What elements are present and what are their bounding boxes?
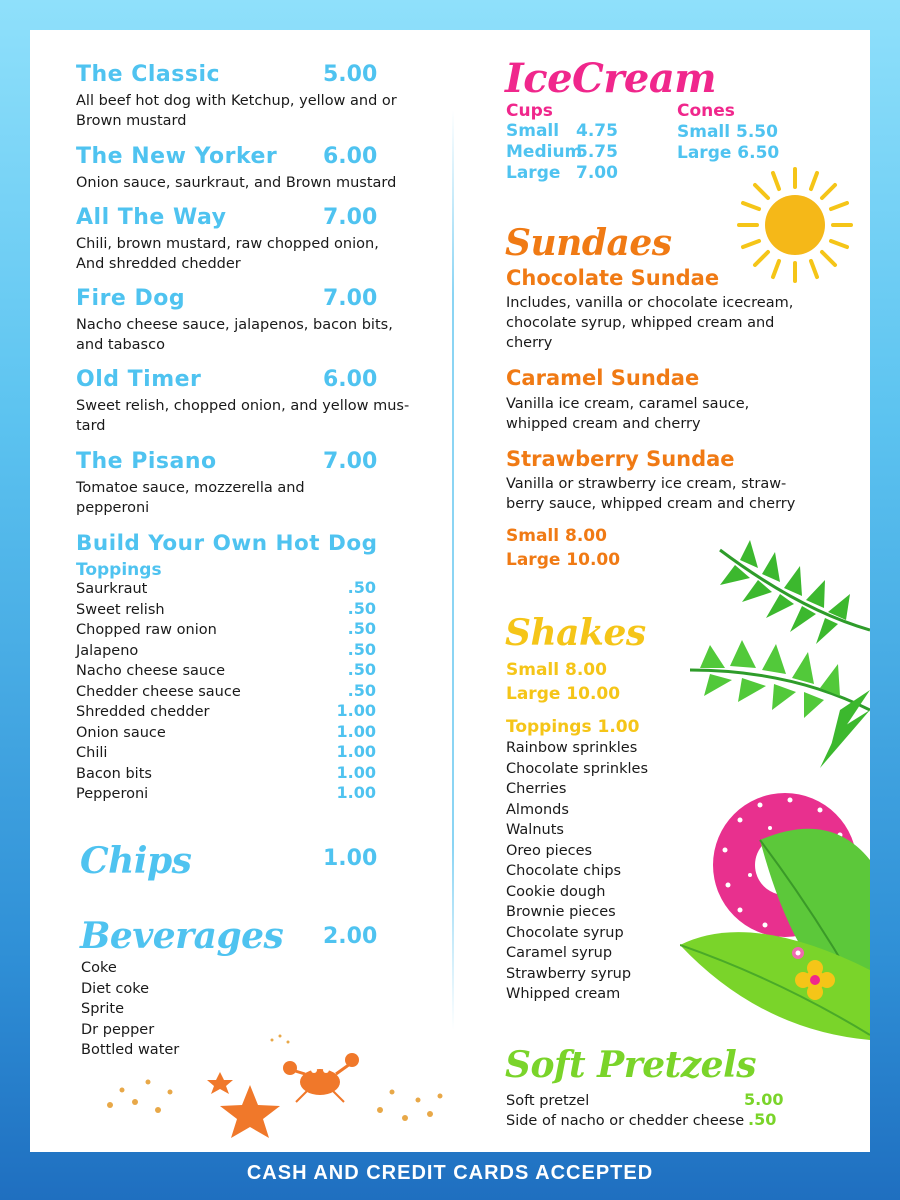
crab-icon bbox=[283, 1053, 359, 1102]
list-item-price: 1.00 bbox=[336, 742, 376, 761]
cups-label: Cups bbox=[506, 101, 553, 121]
list-item bbox=[506, 163, 666, 184]
list-item-price: .50 bbox=[347, 680, 376, 700]
item-description: Sweet relish, chopped onion, and yellow mus- bbox=[76, 398, 410, 414]
list-item: Sprite bbox=[81, 1001, 125, 1017]
item-price: 7.00 bbox=[323, 286, 378, 311]
item-description: pepperoni bbox=[76, 500, 150, 516]
size-label: Small bbox=[506, 121, 560, 141]
starfish-icon bbox=[207, 1072, 280, 1138]
beach-decoration bbox=[100, 1030, 450, 1140]
section-title: Sundaes bbox=[505, 222, 672, 264]
item-description: tard bbox=[76, 418, 106, 434]
size-price: Large 10.00 bbox=[506, 684, 621, 704]
list-item: Jalapeno bbox=[76, 642, 139, 659]
item-name: Side of nacho or chedder cheese bbox=[506, 1113, 745, 1129]
list-item: Almonds bbox=[506, 801, 569, 818]
section-title: Shakes bbox=[505, 612, 646, 654]
toppings-label: Toppings bbox=[76, 560, 162, 580]
item-description: chocolate syrup, whipped cream and bbox=[506, 315, 775, 331]
item-price: 7.00 bbox=[323, 449, 378, 474]
size-price: 5.75 bbox=[576, 142, 618, 162]
item-name: The Pisano bbox=[76, 449, 217, 474]
list-item: Large 6.50 bbox=[677, 143, 780, 163]
item-description: Onion sauce, saurkraut, and Brown mustard bbox=[76, 175, 397, 191]
item-price: 1.00 bbox=[323, 846, 378, 871]
item-price: .50 bbox=[748, 1110, 777, 1129]
list-item: Nacho cheese sauce bbox=[76, 663, 225, 679]
list-item: Chocolate chips bbox=[506, 863, 622, 879]
item-name: Soft pretzel bbox=[506, 1093, 590, 1109]
section-title: IceCream bbox=[505, 55, 717, 102]
item-description: and tabasco bbox=[76, 337, 165, 353]
item-description: And shredded chedder bbox=[76, 256, 241, 272]
size-label: Medium bbox=[506, 142, 583, 162]
item-description: All beef hot dog with Ketchup, yellow and or bbox=[76, 93, 397, 109]
list-item: Saurkraut bbox=[76, 581, 148, 597]
list-item: Chopped raw onion bbox=[76, 622, 217, 638]
list-item: Sweet relish bbox=[76, 601, 165, 618]
palm-leaf-icon bbox=[680, 540, 870, 770]
list-item-price: 1.00 bbox=[336, 783, 376, 802]
float-ring-icon bbox=[680, 770, 870, 1050]
toppings-list bbox=[506, 740, 648, 1007]
size-price: Large 10.00 bbox=[506, 550, 621, 570]
cones-list bbox=[677, 122, 779, 164]
list-item-price: 1.00 bbox=[336, 721, 376, 741]
list-item: Dr pepper bbox=[81, 1021, 155, 1038]
list-item-price: .50 bbox=[347, 639, 376, 659]
list-item bbox=[506, 121, 666, 142]
item-name: All The Way bbox=[76, 205, 227, 230]
list-item-price: .50 bbox=[347, 598, 376, 618]
item-description: Nacho cheese sauce, jalapenos, bacon bits, bbox=[76, 317, 393, 333]
item-description: berry sauce, whipped cream and cherry bbox=[506, 496, 796, 512]
payment-footer: CASH AND CREDIT CARDS ACCEPTED bbox=[246, 1162, 654, 1184]
section-title: Soft Pretzels bbox=[505, 1044, 757, 1086]
list-item: Walnuts bbox=[506, 822, 564, 838]
toppings-prices bbox=[318, 578, 376, 804]
item-description: Brown mustard bbox=[76, 113, 187, 129]
list-item: Brownie pieces bbox=[506, 904, 616, 920]
item-price: 6.00 bbox=[323, 144, 378, 169]
list-item: Chedder cheese sauce bbox=[76, 683, 241, 700]
list-item: Strawberry syrup bbox=[506, 965, 632, 982]
list-item: Pepperoni bbox=[76, 786, 149, 802]
list-item: Oreo pieces bbox=[506, 842, 593, 859]
list-item: Rainbow sprinkles bbox=[506, 740, 638, 756]
list-item: Caramel syrup bbox=[506, 945, 613, 961]
list-item-price: .50 bbox=[347, 619, 376, 638]
item-price: 7.00 bbox=[323, 205, 378, 230]
list-item: Coke bbox=[81, 960, 117, 976]
item-price: 5.00 bbox=[323, 62, 378, 87]
cups-list bbox=[506, 121, 666, 184]
list-item: Chili bbox=[76, 745, 108, 761]
sun-icon bbox=[735, 165, 855, 285]
list-item: Onion sauce bbox=[76, 724, 166, 741]
list-item: Bottled water bbox=[81, 1042, 180, 1058]
list-item bbox=[506, 142, 666, 163]
item-price: 5.00 bbox=[744, 1090, 784, 1109]
list-item-price: 1.00 bbox=[336, 762, 376, 782]
toppings-label: Toppings 1.00 bbox=[506, 717, 640, 737]
list-item-price: .50 bbox=[347, 660, 376, 679]
list-item: Diet coke bbox=[81, 980, 150, 997]
item-name: The Classic bbox=[76, 62, 221, 87]
list-item: Cherries bbox=[506, 781, 567, 797]
item-name: The New Yorker bbox=[76, 144, 278, 169]
item-description: Tomatoe sauce, mozzerella and bbox=[76, 480, 305, 496]
list-item: Shredded chedder bbox=[76, 704, 210, 720]
item-description: Vanilla or strawberry ice cream, straw- bbox=[506, 476, 787, 492]
list-item: Chocolate syrup bbox=[506, 924, 624, 941]
item-name: Strawberry Sundae bbox=[506, 447, 735, 471]
item-description: whipped cream and cherry bbox=[506, 416, 701, 432]
cones-label: Cones bbox=[677, 101, 735, 121]
item-description: Chili, brown mustard, raw chopped onion, bbox=[76, 236, 379, 252]
item-name: Fire Dog bbox=[76, 286, 186, 311]
section-title: Chips bbox=[80, 840, 192, 882]
size-price: Small 8.00 bbox=[506, 660, 607, 680]
list-item: Whipped cream bbox=[506, 986, 621, 1002]
item-name: Caramel Sundae bbox=[506, 366, 700, 390]
item-name: Chocolate Sundae bbox=[506, 266, 720, 290]
size-price: 7.00 bbox=[576, 163, 618, 183]
column-divider bbox=[452, 110, 454, 1030]
item-description: Vanilla ice cream, caramel sauce, bbox=[506, 396, 750, 412]
item-description: cherry bbox=[506, 335, 553, 351]
section-title: Build Your Own Hot Dog bbox=[76, 531, 378, 556]
list-item: Small 5.50 bbox=[677, 122, 778, 142]
list-item: Chocolate sprinkles bbox=[506, 760, 648, 777]
list-item-price: 1.00 bbox=[336, 701, 376, 720]
size-price: Small 8.00 bbox=[506, 526, 607, 546]
list-item-price: .50 bbox=[347, 578, 376, 597]
list-item: Bacon bits bbox=[76, 765, 152, 782]
size-price: 4.75 bbox=[576, 121, 618, 141]
section-title: Beverages bbox=[80, 915, 284, 957]
toppings-list bbox=[76, 581, 316, 807]
size-label: Large bbox=[506, 163, 561, 183]
item-price: 2.00 bbox=[323, 924, 378, 949]
item-price: 6.00 bbox=[323, 367, 378, 392]
item-name: Old Timer bbox=[76, 367, 202, 392]
item-description: Includes, vanilla or chocolate icecream, bbox=[506, 295, 794, 311]
list-item: Cookie dough bbox=[506, 883, 606, 900]
